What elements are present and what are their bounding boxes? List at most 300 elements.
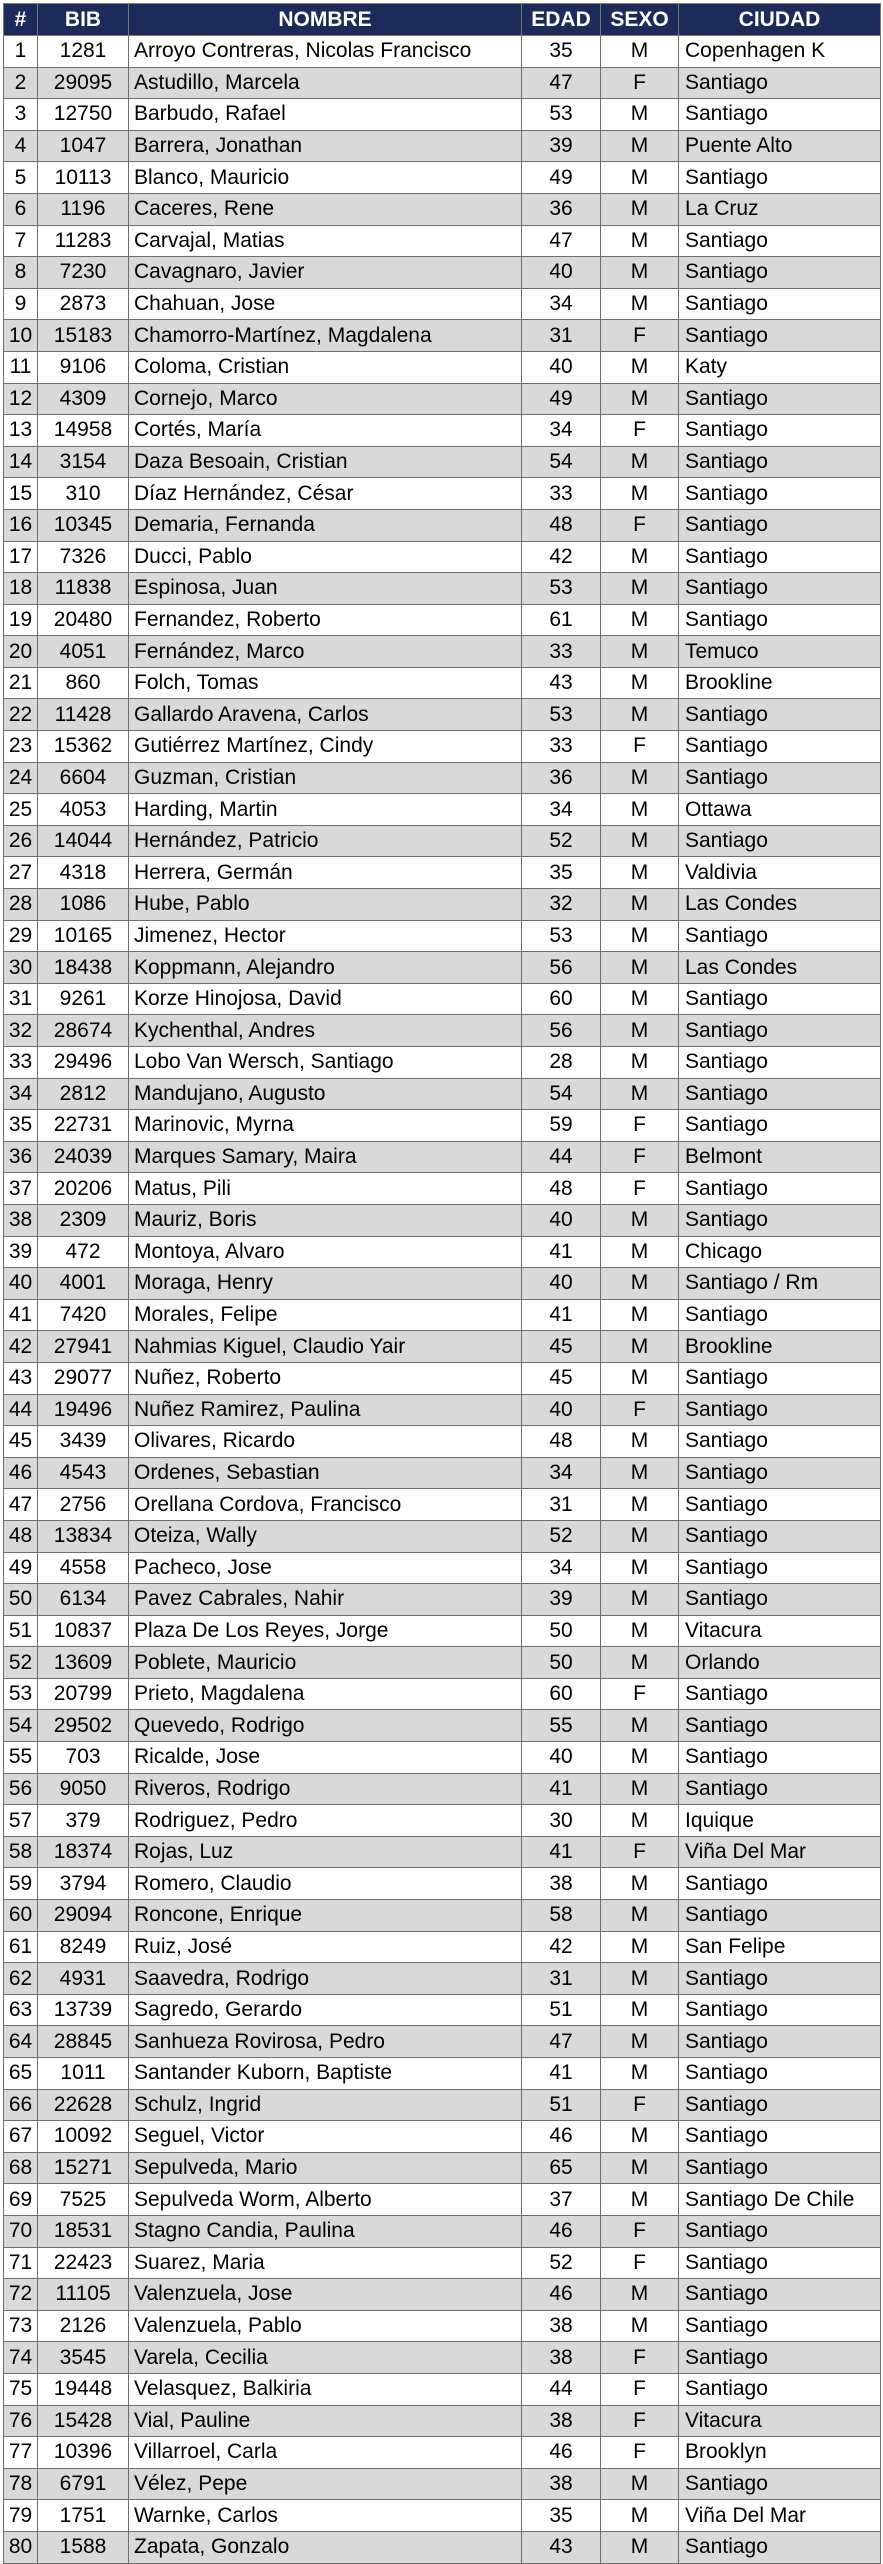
participant-city: Vitacura xyxy=(679,1615,881,1647)
row-number: 69 xyxy=(4,2184,38,2216)
participant-name: Chahuan, Jose xyxy=(129,288,522,320)
bib-number: 2756 xyxy=(38,1489,129,1521)
participant-age: 34 xyxy=(522,1457,601,1489)
participant-sex: M xyxy=(601,636,679,668)
row-number: 56 xyxy=(4,1773,38,1805)
table-row xyxy=(4,1394,881,1426)
bib-number: 9261 xyxy=(38,983,129,1015)
participant-age: 47 xyxy=(522,67,601,99)
participant-city: Santiago xyxy=(679,2215,881,2247)
participant-sex: F xyxy=(601,67,679,99)
row-number: 70 xyxy=(4,2215,38,2247)
participant-sex: F xyxy=(601,2405,679,2437)
bib-number: 7326 xyxy=(38,541,129,573)
bib-number: 8249 xyxy=(38,1931,129,1963)
bib-number: 18438 xyxy=(38,952,129,984)
participant-name: Prieto, Magdalena xyxy=(129,1678,522,1710)
participant-age: 59 xyxy=(522,1110,601,1142)
participant-name: Riveros, Rodrigo xyxy=(129,1773,522,1805)
bib-number: 22628 xyxy=(38,2089,129,2121)
participant-sex: M xyxy=(601,1710,679,1742)
participant-name: Schulz, Ingrid xyxy=(129,2089,522,2121)
table-body xyxy=(4,36,881,2564)
participant-sex: M xyxy=(601,1994,679,2026)
participant-name: Plaza De Los Reyes, Jorge xyxy=(129,1615,522,1647)
row-number: 62 xyxy=(4,1963,38,1995)
table-row xyxy=(4,36,881,68)
bib-number: 11838 xyxy=(38,573,129,605)
participant-age: 46 xyxy=(522,2215,601,2247)
participant-name: Suarez, Maria xyxy=(129,2247,522,2279)
participant-age: 44 xyxy=(522,1141,601,1173)
participant-city: Santiago xyxy=(679,2058,881,2090)
participant-city: Santiago xyxy=(679,257,881,289)
participant-sex: M xyxy=(601,1742,679,1774)
table-row xyxy=(4,320,881,352)
participant-age: 53 xyxy=(522,699,601,731)
row-number: 58 xyxy=(4,1836,38,1868)
participant-sex: M xyxy=(601,2152,679,2184)
bib-number: 1196 xyxy=(38,193,129,225)
table-row xyxy=(4,1647,881,1679)
participant-age: 48 xyxy=(522,1173,601,1205)
row-number: 60 xyxy=(4,1900,38,1932)
table-row xyxy=(4,1141,881,1173)
participant-age: 48 xyxy=(522,509,601,541)
table-row xyxy=(4,1268,881,1300)
bib-number: 7230 xyxy=(38,257,129,289)
row-number: 53 xyxy=(4,1678,38,1710)
bib-number: 3154 xyxy=(38,446,129,478)
participant-sex: M xyxy=(601,825,679,857)
participant-city: Chicago xyxy=(679,1236,881,1268)
participant-name: Coloma, Cristian xyxy=(129,351,522,383)
participant-age: 41 xyxy=(522,2058,601,2090)
participant-city: Viña Del Mar xyxy=(679,1836,881,1868)
table-row xyxy=(4,2500,881,2532)
row-number: 66 xyxy=(4,2089,38,2121)
participant-age: 55 xyxy=(522,1710,601,1742)
participant-sex: M xyxy=(601,1015,679,1047)
table-row xyxy=(4,1015,881,1047)
table-row xyxy=(4,1584,881,1616)
participant-name: Lobo Van Wersch, Santiago xyxy=(129,1047,522,1079)
bib-number: 28845 xyxy=(38,2026,129,2058)
participant-city: Las Condes xyxy=(679,889,881,921)
row-number: 52 xyxy=(4,1647,38,1679)
table-row xyxy=(4,225,881,257)
participant-age: 54 xyxy=(522,1078,601,1110)
table-row xyxy=(4,509,881,541)
participant-sex: M xyxy=(601,1584,679,1616)
participant-city: Santiago xyxy=(679,1047,881,1079)
participant-name: Jimenez, Hector xyxy=(129,920,522,952)
participant-sex: M xyxy=(601,130,679,162)
table-row xyxy=(4,193,881,225)
participant-name: Fernández, Marco xyxy=(129,636,522,668)
participant-name: Zapata, Gonzalo xyxy=(129,2531,522,2563)
participant-sex: M xyxy=(601,699,679,731)
row-number: 14 xyxy=(4,446,38,478)
table-row xyxy=(4,699,881,731)
table-header xyxy=(4,4,881,36)
row-number: 55 xyxy=(4,1742,38,1774)
bib-number: 15428 xyxy=(38,2405,129,2437)
participant-name: Folch, Tomas xyxy=(129,667,522,699)
table-row xyxy=(4,825,881,857)
row-number: 75 xyxy=(4,2373,38,2405)
participant-name: Hernández, Patricio xyxy=(129,825,522,857)
table-row xyxy=(4,2152,881,2184)
participant-age: 53 xyxy=(522,920,601,952)
participant-sex: F xyxy=(601,415,679,447)
table-row xyxy=(4,2026,881,2058)
row-number: 7 xyxy=(4,225,38,257)
bib-number: 13834 xyxy=(38,1520,129,1552)
table-row xyxy=(4,130,881,162)
participant-age: 39 xyxy=(522,1584,601,1616)
participant-sex: M xyxy=(601,889,679,921)
row-number: 64 xyxy=(4,2026,38,2058)
participant-sex: M xyxy=(601,2310,679,2342)
table-row xyxy=(4,383,881,415)
participant-sex: F xyxy=(601,731,679,763)
participant-age: 33 xyxy=(522,731,601,763)
row-number: 49 xyxy=(4,1552,38,1584)
bib-number: 14044 xyxy=(38,825,129,857)
participant-city: Santiago xyxy=(679,1520,881,1552)
participant-name: Oteiza, Wally xyxy=(129,1520,522,1552)
participant-sex: M xyxy=(601,2531,679,2563)
table-row xyxy=(4,1678,881,1710)
participant-age: 46 xyxy=(522,2437,601,2469)
row-number: 11 xyxy=(4,351,38,383)
participant-city: Santiago xyxy=(679,1994,881,2026)
participant-name: Koppmann, Alejandro xyxy=(129,952,522,984)
row-number: 12 xyxy=(4,383,38,415)
bib-number: 29095 xyxy=(38,67,129,99)
participant-age: 54 xyxy=(522,446,601,478)
header-row xyxy=(4,4,881,36)
participant-age: 60 xyxy=(522,1678,601,1710)
participant-city: Santiago xyxy=(679,2089,881,2121)
bib-number: 24039 xyxy=(38,1141,129,1173)
participant-city: Santiago xyxy=(679,2468,881,2500)
bib-number: 11428 xyxy=(38,699,129,731)
participant-name: Ducci, Pablo xyxy=(129,541,522,573)
participant-name: Rojas, Luz xyxy=(129,1836,522,1868)
participant-age: 51 xyxy=(522,1994,601,2026)
table-row xyxy=(4,351,881,383)
row-number: 1 xyxy=(4,36,38,68)
participant-city: Santiago xyxy=(679,1394,881,1426)
participant-name: Orellana Cordova, Francisco xyxy=(129,1489,522,1521)
participants-table xyxy=(3,3,881,2564)
bib-number: 2873 xyxy=(38,288,129,320)
participant-sex: M xyxy=(601,794,679,826)
participant-city: Santiago xyxy=(679,383,881,415)
participant-city: Santiago xyxy=(679,1584,881,1616)
bib-number: 1751 xyxy=(38,2500,129,2532)
bib-number: 4053 xyxy=(38,794,129,826)
row-number: 37 xyxy=(4,1173,38,1205)
row-number: 63 xyxy=(4,1994,38,2026)
table-row xyxy=(4,1204,881,1236)
bib-number: 15183 xyxy=(38,320,129,352)
participant-city: Santiago xyxy=(679,1742,881,1774)
participant-city: Copenhagen K xyxy=(679,36,881,68)
participant-age: 47 xyxy=(522,2026,601,2058)
bib-number: 703 xyxy=(38,1742,129,1774)
participant-age: 51 xyxy=(522,2089,601,2121)
participant-city: Santiago xyxy=(679,1078,881,1110)
participant-age: 38 xyxy=(522,2405,601,2437)
table-row xyxy=(4,2437,881,2469)
participant-name: Hube, Pablo xyxy=(129,889,522,921)
participant-sex: M xyxy=(601,1078,679,1110)
row-number: 25 xyxy=(4,794,38,826)
participant-age: 52 xyxy=(522,1520,601,1552)
participant-city: Santiago xyxy=(679,2279,881,2311)
participant-sex: M xyxy=(601,1615,679,1647)
participant-city: Santiago xyxy=(679,67,881,99)
participant-sex: M xyxy=(601,1931,679,1963)
participant-city: Valdivia xyxy=(679,857,881,889)
participant-name: Mauriz, Boris xyxy=(129,1204,522,1236)
row-number: 28 xyxy=(4,889,38,921)
participant-sex: F xyxy=(601,1141,679,1173)
table-row xyxy=(4,920,881,952)
participant-age: 53 xyxy=(522,99,601,131)
participant-city: Santiago xyxy=(679,825,881,857)
participant-name: Olivares, Ricardo xyxy=(129,1426,522,1458)
participant-age: 34 xyxy=(522,794,601,826)
participant-sex: F xyxy=(601,2373,679,2405)
participant-sex: M xyxy=(601,1268,679,1300)
participant-age: 42 xyxy=(522,541,601,573)
bib-number: 1281 xyxy=(38,36,129,68)
participant-age: 46 xyxy=(522,2121,601,2153)
table-row xyxy=(4,1520,881,1552)
participant-sex: M xyxy=(601,1426,679,1458)
participant-sex: M xyxy=(601,2058,679,2090)
participant-sex: M xyxy=(601,478,679,510)
bib-number: 4931 xyxy=(38,1963,129,1995)
participant-name: Kychenthal, Andres xyxy=(129,1015,522,1047)
participant-city: Santiago xyxy=(679,1426,881,1458)
row-number: 24 xyxy=(4,762,38,794)
participant-city: Viña Del Mar xyxy=(679,2500,881,2532)
participant-name: Cavagnaro, Javier xyxy=(129,257,522,289)
participant-city: Santiago xyxy=(679,2026,881,2058)
table-row xyxy=(4,415,881,447)
participant-city: Santiago xyxy=(679,162,881,194)
participant-sex: M xyxy=(601,1204,679,1236)
participant-name: Valenzuela, Pablo xyxy=(129,2310,522,2342)
bib-number: 15271 xyxy=(38,2152,129,2184)
table-row xyxy=(4,2058,881,2090)
bib-number: 29502 xyxy=(38,1710,129,1742)
row-number: 77 xyxy=(4,2437,38,2469)
row-number: 26 xyxy=(4,825,38,857)
participant-city: Santiago xyxy=(679,2310,881,2342)
participant-age: 40 xyxy=(522,1268,601,1300)
row-number: 36 xyxy=(4,1141,38,1173)
table-row xyxy=(4,257,881,289)
table-row xyxy=(4,2089,881,2121)
participant-city: Santiago xyxy=(679,1963,881,1995)
participant-sex: M xyxy=(601,762,679,794)
participant-age: 38 xyxy=(522,2310,601,2342)
participant-city: Santiago xyxy=(679,541,881,573)
participant-sex: M xyxy=(601,446,679,478)
participant-age: 37 xyxy=(522,2184,601,2216)
table-row xyxy=(4,794,881,826)
bib-number: 4558 xyxy=(38,1552,129,1584)
participant-name: Saavedra, Rodrigo xyxy=(129,1963,522,1995)
participant-city: Santiago xyxy=(679,225,881,257)
participant-name: Marques Samary, Maira xyxy=(129,1141,522,1173)
participant-city: Iquique xyxy=(679,1805,881,1837)
bib-number: 310 xyxy=(38,478,129,510)
table-row xyxy=(4,288,881,320)
participant-city: Santiago xyxy=(679,288,881,320)
table-row xyxy=(4,2468,881,2500)
participant-name: Romero, Claudio xyxy=(129,1868,522,1900)
participant-age: 34 xyxy=(522,415,601,447)
participant-age: 28 xyxy=(522,1047,601,1079)
row-number: 46 xyxy=(4,1457,38,1489)
participant-sex: F xyxy=(601,320,679,352)
participant-sex: M xyxy=(601,1362,679,1394)
table-row xyxy=(4,762,881,794)
participant-age: 60 xyxy=(522,983,601,1015)
row-number: 68 xyxy=(4,2152,38,2184)
participant-name: Matus, Pili xyxy=(129,1173,522,1205)
bib-number: 15362 xyxy=(38,731,129,763)
participant-age: 40 xyxy=(522,1742,601,1774)
participant-city: Brooklyn xyxy=(679,2437,881,2469)
participant-sex: M xyxy=(601,1299,679,1331)
participant-age: 31 xyxy=(522,1489,601,1521)
participant-sex: F xyxy=(601,509,679,541)
participant-sex: M xyxy=(601,193,679,225)
header-bib: BIB xyxy=(38,4,129,36)
participant-age: 56 xyxy=(522,952,601,984)
table-row xyxy=(4,1426,881,1458)
table-row xyxy=(4,952,881,984)
participant-age: 49 xyxy=(522,383,601,415)
participant-age: 33 xyxy=(522,478,601,510)
table-row xyxy=(4,2247,881,2279)
table-row xyxy=(4,1994,881,2026)
participant-city: Santiago xyxy=(679,1773,881,1805)
row-number: 30 xyxy=(4,952,38,984)
participant-age: 31 xyxy=(522,1963,601,1995)
participant-sex: M xyxy=(601,257,679,289)
participant-name: Sepulveda Worm, Alberto xyxy=(129,2184,522,2216)
table-row xyxy=(4,446,881,478)
table-row xyxy=(4,2342,881,2374)
participant-city: Santiago xyxy=(679,983,881,1015)
participant-sex: M xyxy=(601,1900,679,1932)
participant-name: Sepulveda, Mario xyxy=(129,2152,522,2184)
table-row xyxy=(4,1773,881,1805)
participant-age: 43 xyxy=(522,2531,601,2563)
bib-number: 13609 xyxy=(38,1647,129,1679)
participant-city: Santiago xyxy=(679,762,881,794)
participant-name: Nahmias Kiguel, Claudio Yair xyxy=(129,1331,522,1363)
table-row xyxy=(4,541,881,573)
participant-age: 49 xyxy=(522,162,601,194)
participant-sex: M xyxy=(601,2279,679,2311)
bib-number: 379 xyxy=(38,1805,129,1837)
row-number: 47 xyxy=(4,1489,38,1521)
participant-sex: M xyxy=(601,2121,679,2153)
participant-city: Santiago xyxy=(679,478,881,510)
bib-number: 11283 xyxy=(38,225,129,257)
participant-age: 38 xyxy=(522,2468,601,2500)
row-number: 32 xyxy=(4,1015,38,1047)
bib-number: 2309 xyxy=(38,1204,129,1236)
row-number: 27 xyxy=(4,857,38,889)
participant-city: Las Condes xyxy=(679,952,881,984)
row-number: 38 xyxy=(4,1204,38,1236)
participant-name: Quevedo, Rodrigo xyxy=(129,1710,522,1742)
participant-name: Marinovic, Myrna xyxy=(129,1110,522,1142)
participant-city: Santiago xyxy=(679,2247,881,2279)
bib-number: 28674 xyxy=(38,1015,129,1047)
participant-name: Harding, Martin xyxy=(129,794,522,826)
participant-name: Poblete, Mauricio xyxy=(129,1647,522,1679)
participant-name: Gutiérrez Martínez, Cindy xyxy=(129,731,522,763)
participant-age: 35 xyxy=(522,36,601,68)
row-number: 45 xyxy=(4,1426,38,1458)
table-row xyxy=(4,1710,881,1742)
bib-number: 10165 xyxy=(38,920,129,952)
table-row xyxy=(4,1457,881,1489)
participant-city: Santiago xyxy=(679,1110,881,1142)
participant-sex: M xyxy=(601,952,679,984)
participant-age: 38 xyxy=(522,1868,601,1900)
participant-city: Santiago xyxy=(679,2121,881,2153)
participant-city: Santiago xyxy=(679,1710,881,1742)
participant-name: Vélez, Pepe xyxy=(129,2468,522,2500)
participant-age: 61 xyxy=(522,604,601,636)
participant-age: 34 xyxy=(522,288,601,320)
row-number: 78 xyxy=(4,2468,38,2500)
participant-sex: M xyxy=(601,1489,679,1521)
header-age: EDAD xyxy=(522,4,601,36)
bib-number: 10113 xyxy=(38,162,129,194)
bib-number: 18374 xyxy=(38,1836,129,1868)
row-number: 39 xyxy=(4,1236,38,1268)
row-number: 71 xyxy=(4,2247,38,2279)
participant-city: Santiago xyxy=(679,604,881,636)
bib-number: 6791 xyxy=(38,2468,129,2500)
participant-age: 40 xyxy=(522,351,601,383)
table-row xyxy=(4,604,881,636)
bib-number: 1047 xyxy=(38,130,129,162)
row-number: 21 xyxy=(4,667,38,699)
table-row xyxy=(4,1552,881,1584)
participant-age: 39 xyxy=(522,130,601,162)
participant-sex: M xyxy=(601,1868,679,1900)
participant-sex: M xyxy=(601,2026,679,2058)
table-row xyxy=(4,636,881,668)
participant-sex: M xyxy=(601,288,679,320)
participant-sex: M xyxy=(601,573,679,605)
